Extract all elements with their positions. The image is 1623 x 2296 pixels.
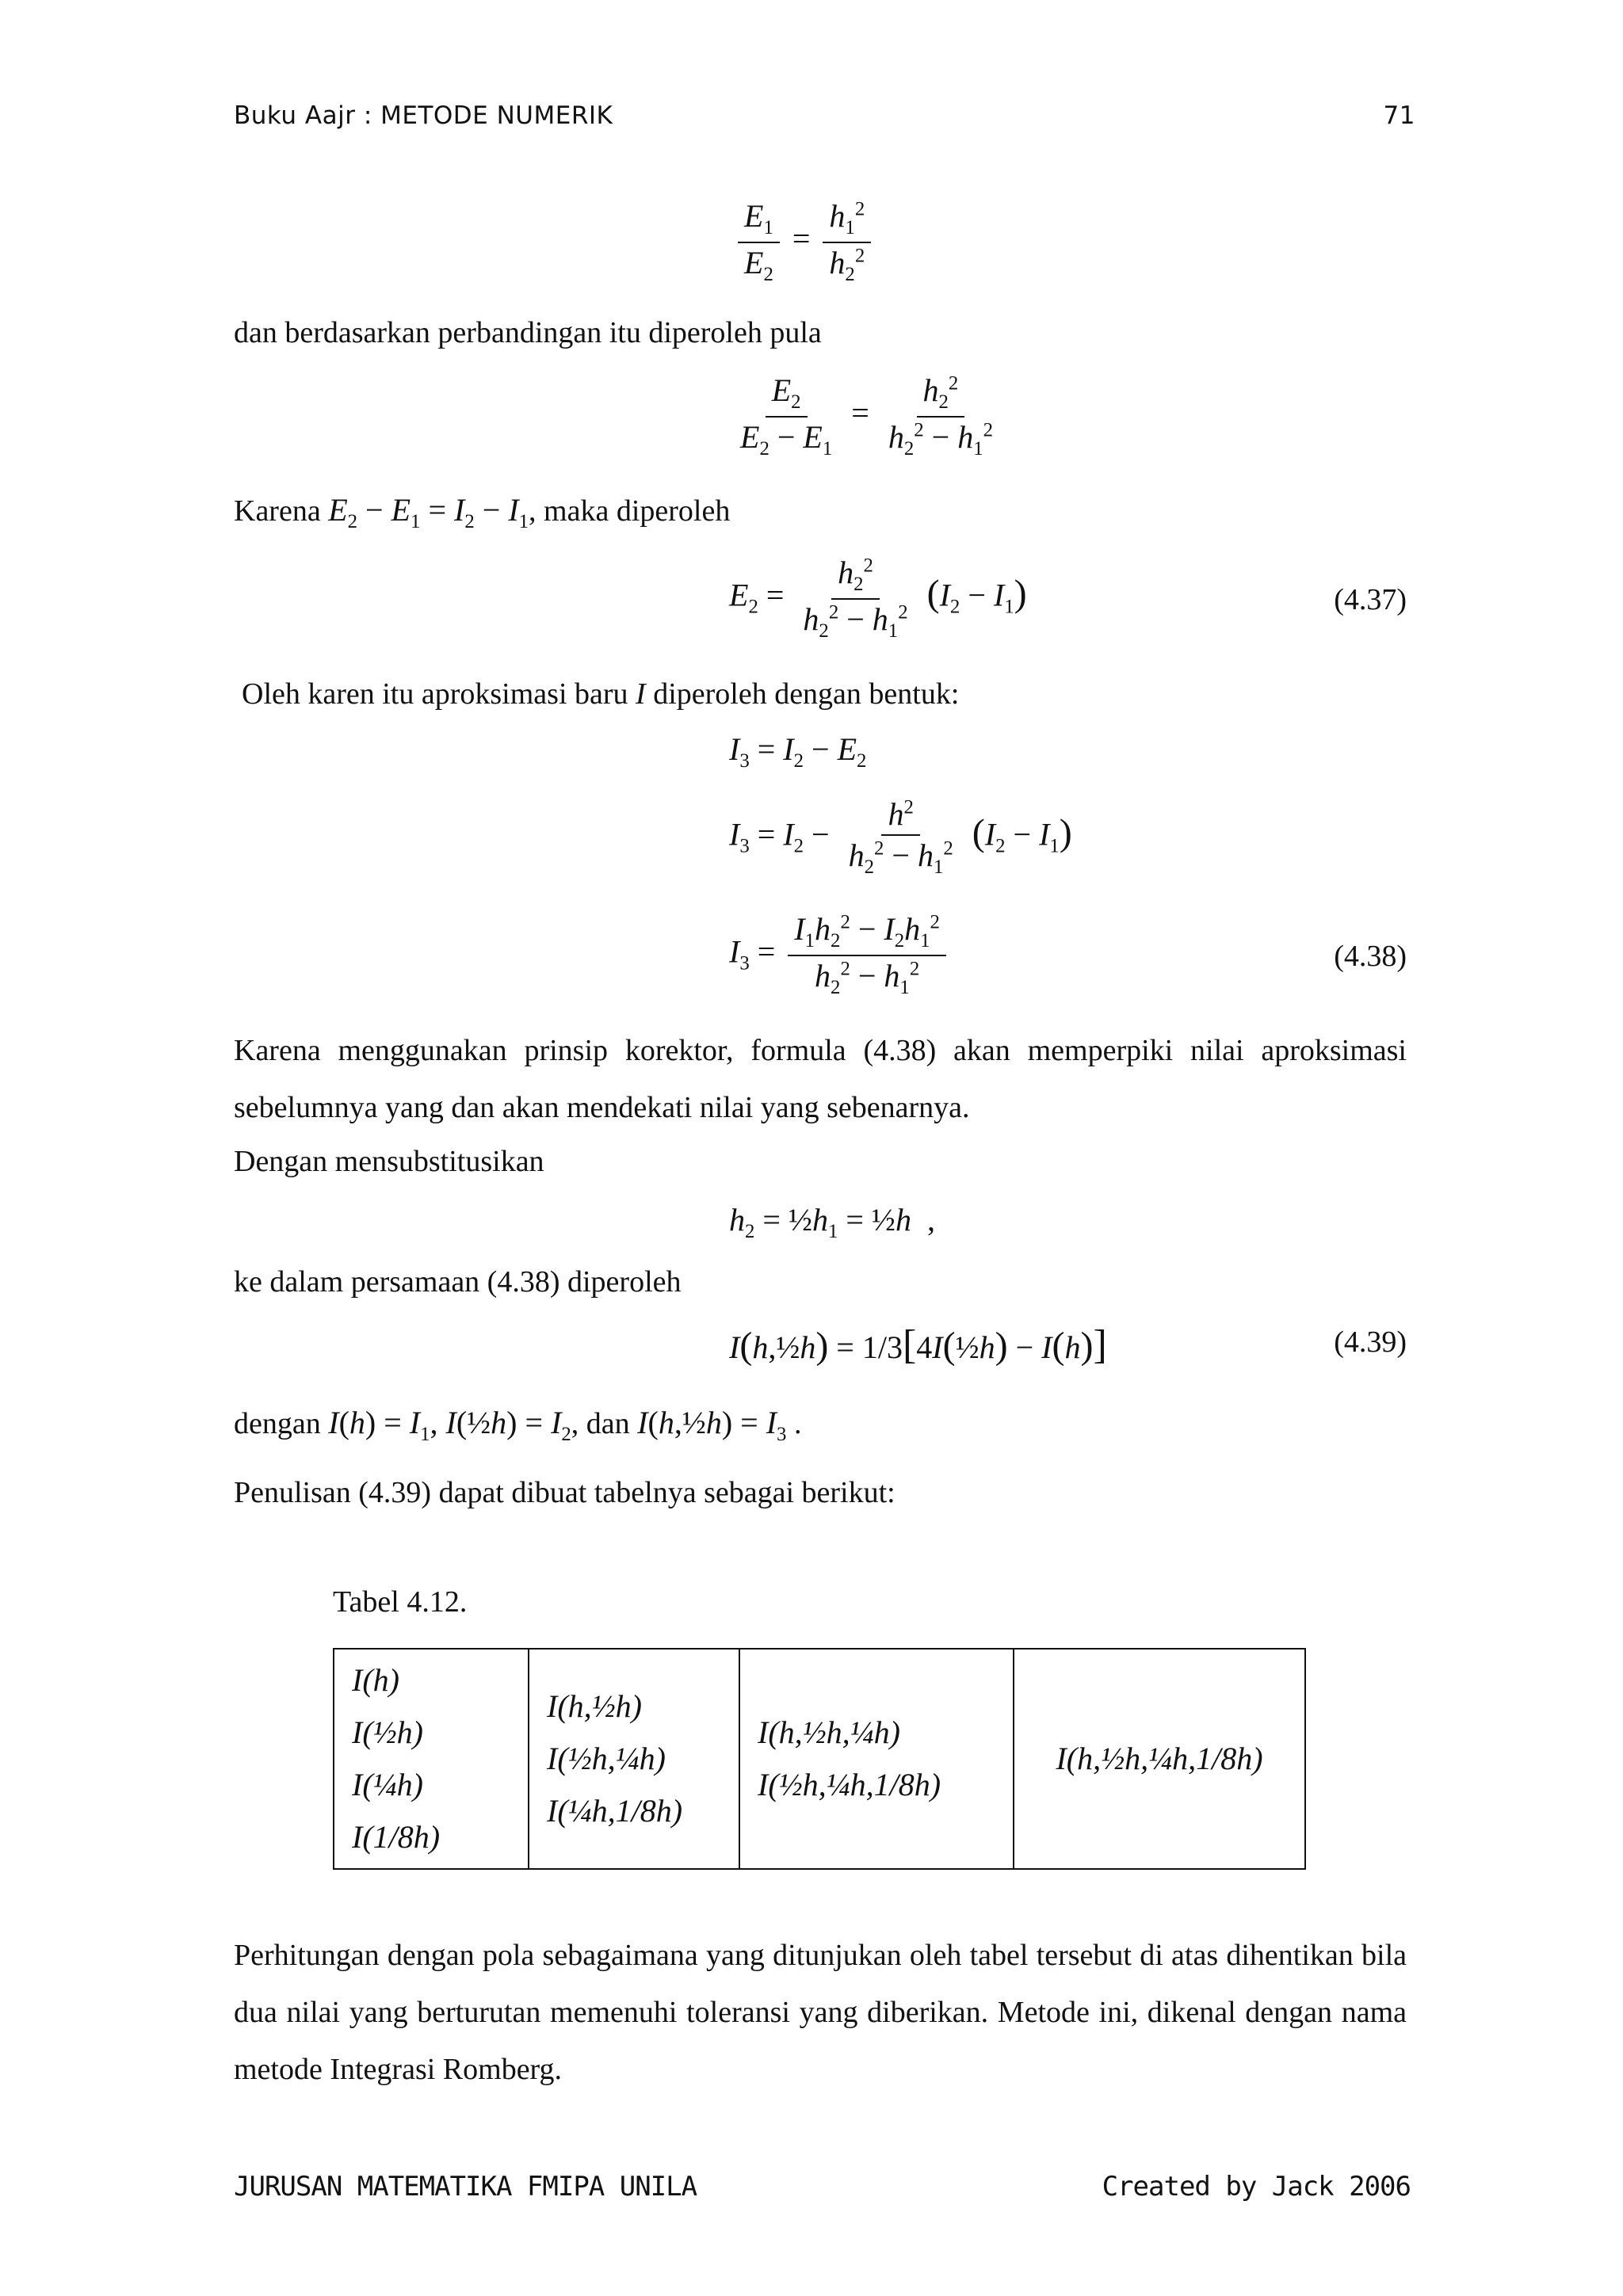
cell-line: I(½h) xyxy=(352,1714,423,1750)
paragraph-9: Perhitungan dengan pola sebagaimana yang ditunjukan oleh tabel tersebut di atas dihentikan bila dua nilai yang berturutan memenuhi toleransi yang diberikan. Metode ini, dikenal dengan nama metode Integrasi Romberg. xyxy=(234,1939,1407,2086)
paragraph-2: Karena $E_2 - E_1 = I_2 - I_1$, maka diperoleh xyxy=(234,492,731,532)
table-row xyxy=(334,1649,1305,1869)
cell-line: I(h,½h) xyxy=(547,1688,642,1724)
equation-4-37: $E_2$ = $\frac{h_2^2}{h_2^2 - h_1^2}$ $(I_2 - I_1)$ xyxy=(729,555,1027,642)
equation-4-38: $I_3$ = $\frac{I_1h_2^2 - I_2h_1^2}{h_2^2 - h_1^2}$ xyxy=(729,911,951,999)
equation-i3-simple: $I_3 = I_2 - E_2$ xyxy=(729,731,867,772)
page-number: 71 xyxy=(1383,101,1415,130)
page-footer-credit: Created by Jack 2006 xyxy=(1102,2171,1411,2203)
equation-h-substitution: $h_2$ = $\frac{1}{2}h_1$ = ½h , xyxy=(729,1202,935,1242)
romberg-table xyxy=(333,1648,1306,1870)
cell-line: I(h,½h,¼h) xyxy=(758,1714,900,1750)
table-cell-col2 xyxy=(529,1649,739,1869)
cell-line: I(¼h,1/8h) xyxy=(547,1793,683,1829)
equation-ratio-e1-e2: $\frac{E_1}{E_2}$ = $\frac{h_1^2}{h_2^2}$ xyxy=(733,198,876,286)
cell-line: I(½h,¼h,1/8h) xyxy=(758,1767,941,1802)
paragraph-1: dan berdasarkan perbandingan itu diperoleh pula xyxy=(234,316,822,349)
table-caption: Tabel 4.12. xyxy=(333,1585,468,1619)
table-cell-col3 xyxy=(739,1649,1014,1869)
page-header-title: Buku Aajr : METODE NUMERIK xyxy=(234,101,613,130)
equation-number-4-37: (4.37) xyxy=(1334,583,1407,616)
paragraph-7: dengan $I(h) = I_1$, I(½h) = $I_2$, dan I(h,½h) = $I_3$ . xyxy=(234,1405,802,1445)
equation-number-4-38: (4.38) xyxy=(1334,940,1407,973)
paragraph-4: Karena menggunakan prinsip korektor, formula (4.38) akan memperpiki nilai aproksimasi sebelumnya yang dan akan mendekati nilai yang sebenarnya. xyxy=(234,1034,1407,1124)
table-cell-col4 xyxy=(1014,1649,1305,1869)
equation-4-39: I(h,½h) = 1/3[4I(½h) − I(h)] xyxy=(729,1322,1107,1367)
equation-ratio-e2: $\frac{E_2}{E_2 - E_1}$ = $\frac{h_2^2}{h_2^2 - h_1^2}$ xyxy=(740,372,993,460)
cell-line: I(¼h) xyxy=(352,1767,423,1802)
cell-line: I(1/8h) xyxy=(352,1819,441,1855)
equation-number-4-39: (4.39) xyxy=(1334,1325,1407,1359)
cell-line: I(h) xyxy=(352,1662,399,1698)
table-cell-col1 xyxy=(334,1649,529,1869)
cell-line: I(½h,¼h) xyxy=(547,1741,666,1776)
cell-line: I(h,½h,¼h,1/8h) xyxy=(1056,1741,1263,1776)
paragraph-5: Dengan mensubstitusikan xyxy=(234,1145,544,1178)
page-footer-institution: JURUSAN MATEMATIKA FMIPA UNILA xyxy=(234,2171,697,2203)
paragraph-3: Oleh karen itu aproksimasi baru I diperoleh dengan bentuk: xyxy=(242,677,960,711)
paragraph-8: Penulisan (4.39) dapat dibuat tabelnya sebagai berikut: xyxy=(234,1476,896,1509)
paragraph-6: ke dalam persamaan (4.38) diperoleh xyxy=(234,1265,682,1299)
equation-i3-expanded: $I_3 = I_2$ − $\frac{h^2}{h_2^2 - h_1^2}$ $(I_2 - I_1)$ xyxy=(729,796,1072,878)
